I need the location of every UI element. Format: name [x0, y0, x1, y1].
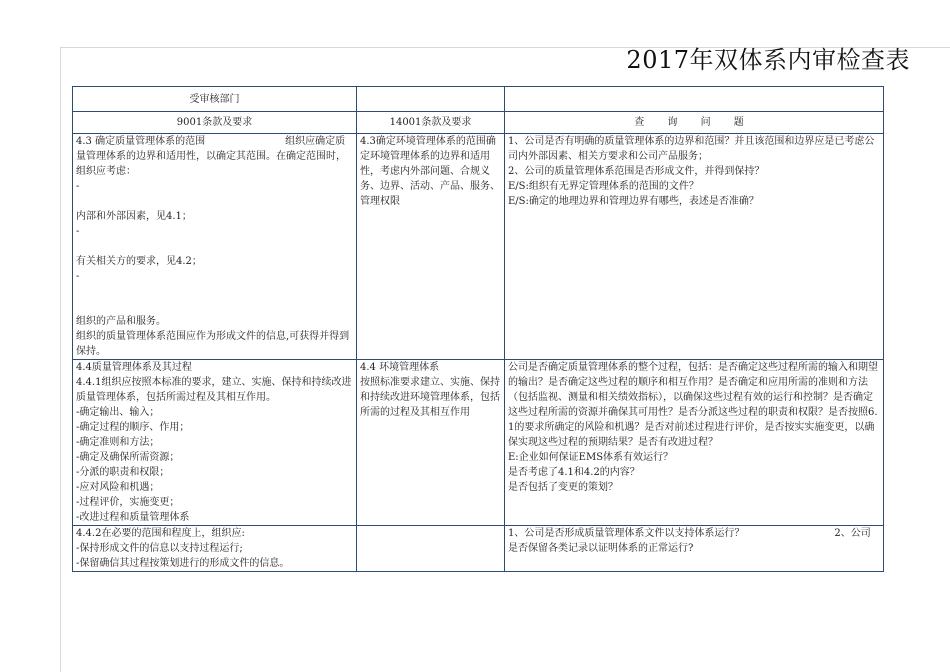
clause-9001-cell: [73, 134, 357, 360]
department-label: 受审核部门: [73, 87, 357, 112]
cell-text-line: 4.4.1组织应按照本标准的要求，建立、实施、保持和持续改进质量管理体系，包括所需过程及其相互作用。: [76, 377, 352, 403]
document-title: 2017年双体系内审检查表: [626, 46, 910, 74]
cell-text-line: 是否考虑了4.1和4.2的内容？: [508, 467, 640, 478]
cell-text-line: 4.3 确定质量管理体系的范围 组织应确定质量管理体系的边界和适用性，以确定其范围。在确定范围时，组织应考虑：: [76, 136, 346, 177]
department-row: [73, 87, 884, 112]
cell-text-line: E:企业如何保证EMS体系有效运行？: [508, 452, 674, 463]
clause-14001-cell: [357, 526, 505, 572]
cell-text-line: 是否包括了变更的策划？: [508, 482, 618, 493]
blank-line: [76, 284, 353, 299]
cell-text-line: 4.3确定环境管理体系的范围确定环境管理体系的边界和适用性，考虑内外部问题、合规义务、边界、活动、产品、服务、管理权限: [360, 136, 500, 207]
blank-line: [76, 239, 353, 254]
header-14001: 14001条款及要求: [357, 112, 505, 134]
cell-text-line: 有关相关方的要求，见4.2；: [76, 256, 202, 267]
cell-text-line: -确定准则和方法；: [76, 437, 160, 448]
clause-9001-cell: [73, 360, 357, 526]
cell-text-line: -确定过程的顺序、作用；: [76, 422, 190, 433]
table-row: [73, 526, 884, 572]
cell-text-line: 1、公司是否形成质量管理体系文件以支持体系运行？ 2、公司是否保留各类记录以证明体系的正常运行?: [508, 528, 871, 554]
clause-14001-cell: [357, 360, 505, 526]
cell-text-line: -: [76, 271, 80, 282]
cell-text-line: 2、公司的质量管理体系范围是否形成文件，并得到保持？: [508, 166, 765, 177]
header-query: 查 询 问 题: [505, 112, 884, 134]
cell-text-line: 4.4 环境管理体系: [360, 362, 440, 373]
table-row: [73, 360, 884, 526]
cell-text-line: 4.4.2在必要的范围和程度上，组织应:: [76, 528, 245, 539]
cell-text-line: E/S:确定的地理边界和管理边界有哪些，表述是否准确？: [508, 196, 759, 207]
cell-text-line: 内部和外部因素，见4.1；: [76, 211, 192, 222]
query-cell: [505, 134, 884, 360]
clause-9001-cell: [73, 526, 357, 572]
department-value-cell[interactable]: [357, 87, 505, 112]
blank-line: [76, 299, 353, 314]
cell-text-line: 组织的产品和服务。: [76, 316, 166, 327]
cell-text-line: 按照标准要求建立、实施、保持和持续改进环境管理体系，包括所需的过程及其相互作用: [360, 377, 500, 418]
cell-text-line: 公司是否确定质量管理体系的整个过程，包括：是否确定这些过程所需的输入和期望的输出？是否确定这些过程的顺序和相互作用？是否确定和应用所需的准则和方法（包括监视、测量和相关绩效指标），以确保这些过程有效的运行和控制？是否确定这些过程所需的资源并确保其可用性？是否分派这些过程的职责和权限？是否按照6.1的要求所确定的风险和机遇？是否对前述过程进行评价，是否按实实施变更，以确保实现这些过程的预期结果？是否有改进过程？: [508, 362, 878, 448]
clause-14001-cell: [357, 134, 505, 360]
blank-line: [76, 194, 353, 209]
cell-text-line: -保持形成文件的信息以支持过程运行;: [76, 543, 243, 554]
cell-text-line: -确定输出、输入；: [76, 407, 160, 418]
query-cell: [505, 526, 884, 572]
cell-text-line: 1、公司是否有明确的质量管理体系的边界和范围？并且该范围和边界应是已考虑公司内外部因素、相关方要求和公司产品服务；: [508, 136, 875, 162]
table-row: [73, 134, 884, 360]
audit-checklist-table: [72, 86, 884, 572]
cell-text-line: -: [76, 181, 80, 192]
cell-text-line: -分派的职责和权限；: [76, 467, 170, 478]
cell-text-line: -保留确信其过程按策划进行的形成文件的信息。: [76, 558, 290, 569]
query-cell: [505, 360, 884, 526]
cell-text-line: 4.4质量管理体系及其过程: [76, 362, 192, 373]
department-empty-cell: [505, 87, 884, 112]
cell-text-line: E/S:组织有无界定管理体系的范围的文件？: [508, 181, 699, 192]
cell-text-line: -改进过程和质量管理体系: [76, 512, 190, 523]
cell-text-line: -过程评价，实施变更；: [76, 497, 180, 508]
column-header-row: [73, 112, 884, 134]
header-9001: 9001条款及要求: [73, 112, 357, 134]
cell-text-line: -: [76, 226, 80, 237]
cell-text-line: -确定及确保所需资源；: [76, 452, 180, 463]
cell-text-line: 组织的质量管理体系范围应作为形成文件的信息,可获得并得到保持。: [76, 331, 350, 357]
cell-text-line: -应对风险和机遇；: [76, 482, 160, 493]
